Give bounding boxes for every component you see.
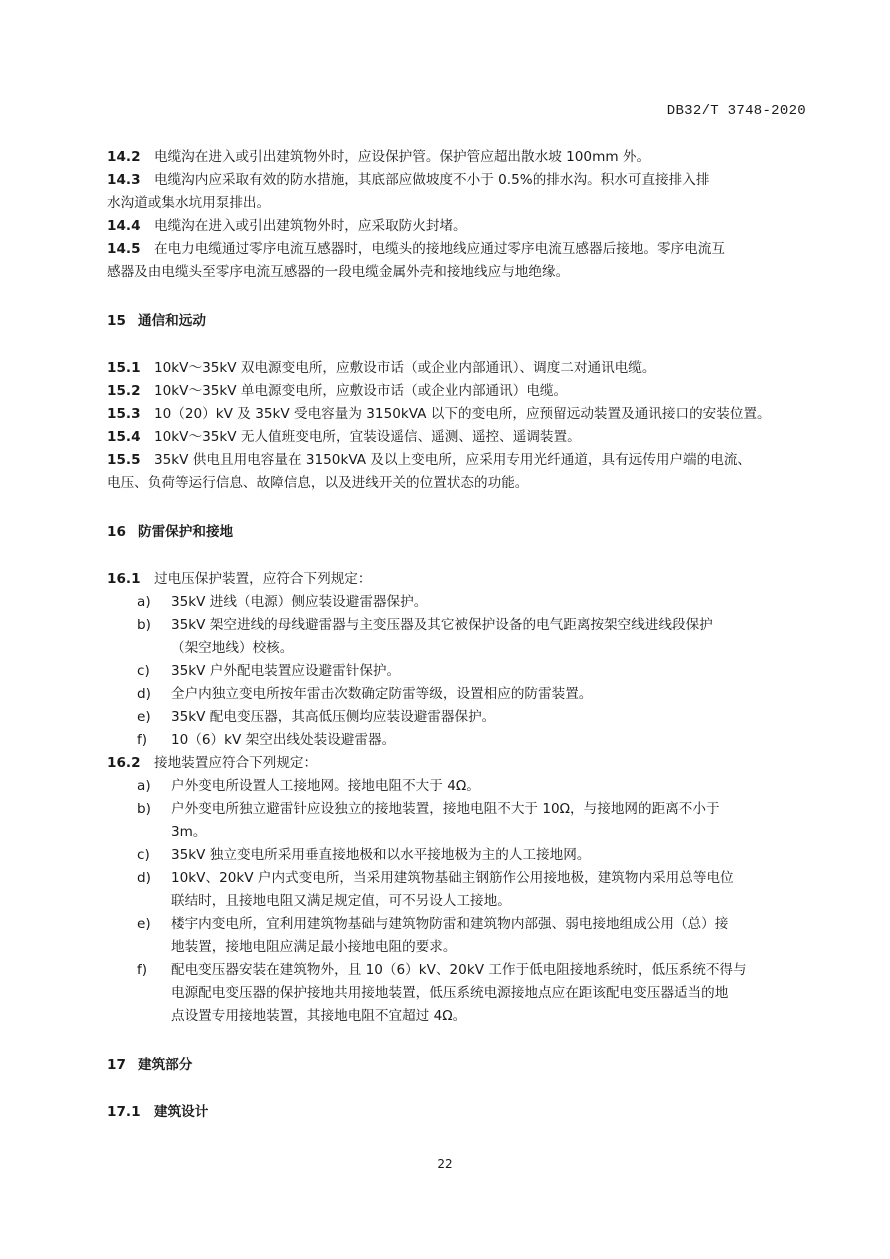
section-title: 建筑部分 <box>138 1057 193 1073</box>
list-text: （架空地线）校核。 <box>171 640 294 656</box>
list-marker: c) <box>137 847 150 863</box>
clause-line <box>107 426 807 449</box>
clause-text: 10kV～35kV 双电源变电所，应敷设市话（或企业内部通讯）、调度二对通讯电缆。 <box>154 360 656 376</box>
clause-number: 14.2 <box>107 149 141 165</box>
document-code: DB32/T 3748-2020 <box>666 103 806 119</box>
clause-number: 14.4 <box>107 218 141 234</box>
clause-line <box>107 380 807 403</box>
list-marker: d) <box>137 870 151 886</box>
list-continuation <box>107 982 807 1005</box>
clause-text: 10（20）kV 及 35kV 受电容量为 3150kVA 以下的变电所，应预留远动装置及通讯接口的安装位置。 <box>154 406 771 422</box>
list-text: 点设置专用接地装置，其接地电阻不宜超过 4Ω。 <box>171 1008 467 1024</box>
clause-number: 15.4 <box>107 429 141 445</box>
list-marker: c) <box>137 663 150 679</box>
section-heading-15 <box>107 310 807 333</box>
list-text: 35kV 架空进线的母线避雷器与主变压器及其它被保护设备的电气距离按架空线进线段保护 <box>171 617 713 633</box>
clause-text: 感器及由电缆头至零序电流互感器的一段电缆金属外壳和接地线应与地绝缘。 <box>107 264 570 280</box>
clause-text: 电缆沟在进入或引出建筑物外时，应采取防火封堵。 <box>154 218 467 234</box>
list-item <box>107 729 807 752</box>
list-text: 地装置，接地电阻应满足最小接地电阻的要求。 <box>171 939 457 955</box>
clause-14-block <box>107 146 807 284</box>
list-text: 户外变电所设置人工接地网。接地电阻不大于 4Ω。 <box>171 778 480 794</box>
section-number: 17 <box>107 1057 126 1073</box>
list-text: 楼宇内变电所，宜利用建筑物基础与建筑物防雷和建筑物内部强、弱电接地组成公用（总）接 <box>171 916 729 932</box>
list-text: 35kV 独立变电所采用垂直接地极和以水平接地极为主的人工接地网。 <box>171 847 591 863</box>
page-number: 22 <box>437 1157 453 1171</box>
list-text: 35kV 进线（电源）侧应装设避雷器保护。 <box>171 594 428 610</box>
clause-number: 15.2 <box>107 383 141 399</box>
clause-number: 14.3 <box>107 172 141 188</box>
clause-line <box>107 449 807 472</box>
clause-text: 35kV 供电且用电容量在 3150kVA 及以上变电所，应采用专用光纤通道，具有远传用户端的电流、 <box>154 452 752 468</box>
list-marker: e) <box>137 709 151 725</box>
list-marker: d) <box>137 686 151 702</box>
clause-text: 电压、负荷等运行信息、故障信息，以及进线开关的位置状态的功能。 <box>107 475 529 491</box>
section-title: 防雷保护和接地 <box>138 524 234 540</box>
list-marker: b) <box>137 617 151 633</box>
list-item <box>107 614 807 637</box>
clause-line <box>107 403 807 426</box>
clause-line <box>107 357 807 380</box>
clause-number: 15.1 <box>107 360 141 376</box>
clause-number: 16.1 <box>107 571 141 587</box>
list-marker: b) <box>137 801 151 817</box>
list-text: 35kV 配电变压器，其高低压侧均应装设避雷器保护。 <box>171 709 496 725</box>
list-item <box>107 591 807 614</box>
list-item <box>107 706 807 729</box>
list-item <box>107 660 807 683</box>
clause-number: 15.3 <box>107 406 141 422</box>
clause-text: 水沟道或集水坑用泵排出。 <box>107 195 271 211</box>
page-body <box>107 146 807 1124</box>
list-text: 10kV、20kV 户内式变电所，当采用建筑物基础主钢筋作公用接地极，建筑物内采用总等电位 <box>171 870 734 886</box>
list-text: 3m。 <box>171 824 207 840</box>
section-heading-17 <box>107 1054 807 1077</box>
clause-text: 电缆沟内应采取有效的防水措施，其底部应做坡度不小于 0.5%的排水沟。积水可直接排入排 <box>154 172 710 188</box>
list-marker: f) <box>137 732 148 748</box>
list-marker: a) <box>137 778 151 794</box>
clause-16-1-block <box>107 568 807 752</box>
section-number: 15 <box>107 313 126 329</box>
list-text: 户外变电所独立避雷针应设独立的接地装置，接地电阻不大于 10Ω，与接地网的距离不小于 <box>171 801 720 817</box>
list-item <box>107 867 807 890</box>
list-continuation <box>107 1005 807 1028</box>
clause-continuation <box>107 192 807 215</box>
list-marker: a) <box>137 594 151 610</box>
list-continuation <box>107 637 807 660</box>
clause-number: 14.5 <box>107 241 141 257</box>
list-item <box>107 798 807 821</box>
clause-line <box>107 752 807 775</box>
clause-text: 10kV～35kV 单电源变电所，应敷设市话（或企业内部通讯）电缆。 <box>154 383 568 399</box>
list-text: 35kV 户外配电装置应设避雷针保护。 <box>171 663 401 679</box>
section-number: 17.1 <box>107 1104 141 1120</box>
section-title: 建筑设计 <box>154 1104 209 1120</box>
clause-text: 10kV～35kV 无人值班变电所，宜装设遥信、遥测、遥控、遥调装置。 <box>154 429 581 445</box>
list-text: 配电变压器安装在建筑物外，且 10（6）kV、20kV 工作于低电阻接地系统时，低压系统不得与 <box>171 962 747 978</box>
clause-line <box>107 568 807 591</box>
clause-number: 16.2 <box>107 755 141 771</box>
clause-text: 电缆沟在进入或引出建筑物外时，应设保护管。保护管应超出散水坡 100mm 外。 <box>154 149 651 165</box>
clause-15-block <box>107 357 807 495</box>
list-item <box>107 913 807 936</box>
list-item <box>107 683 807 706</box>
clause-text: 过电压保护装置，应符合下列规定： <box>154 571 372 587</box>
section-heading-16 <box>107 521 807 544</box>
list-marker: e) <box>137 916 151 932</box>
subsection-heading-17-1 <box>107 1101 807 1124</box>
list-continuation <box>107 890 807 913</box>
list-marker: f) <box>137 962 148 978</box>
list-text: 10（6）kV 架空出线处装设避雷器。 <box>171 732 396 748</box>
clause-number: 15.5 <box>107 452 141 468</box>
list-continuation <box>107 821 807 844</box>
clause-line <box>107 238 807 261</box>
clause-line <box>107 169 807 192</box>
clause-16-2-block <box>107 752 807 1028</box>
list-text: 全户内独立变电所按年雷击次数确定防雷等级，设置相应的防雷装置。 <box>171 686 593 702</box>
list-item <box>107 844 807 867</box>
list-text: 联结时，且接地电阻又满足规定值，可不另设人工接地。 <box>171 893 511 909</box>
section-title: 通信和远动 <box>138 313 206 329</box>
clause-continuation <box>107 261 807 284</box>
list-text: 电源配电变压器的保护接地共用接地装置，低压系统电源接地点应在距该配电变压器适当的地 <box>171 985 729 1001</box>
clause-line <box>107 146 807 169</box>
clause-continuation <box>107 472 807 495</box>
clause-text: 接地装置应符合下列规定： <box>154 755 318 771</box>
clause-line <box>107 215 807 238</box>
list-continuation <box>107 936 807 959</box>
list-item <box>107 775 807 798</box>
clause-text: 在电力电缆通过零序电流互感器时，电缆头的接地线应通过零序电流互感器后接地。零序电流互 <box>154 241 725 257</box>
section-number: 16 <box>107 524 126 540</box>
list-item <box>107 959 807 982</box>
